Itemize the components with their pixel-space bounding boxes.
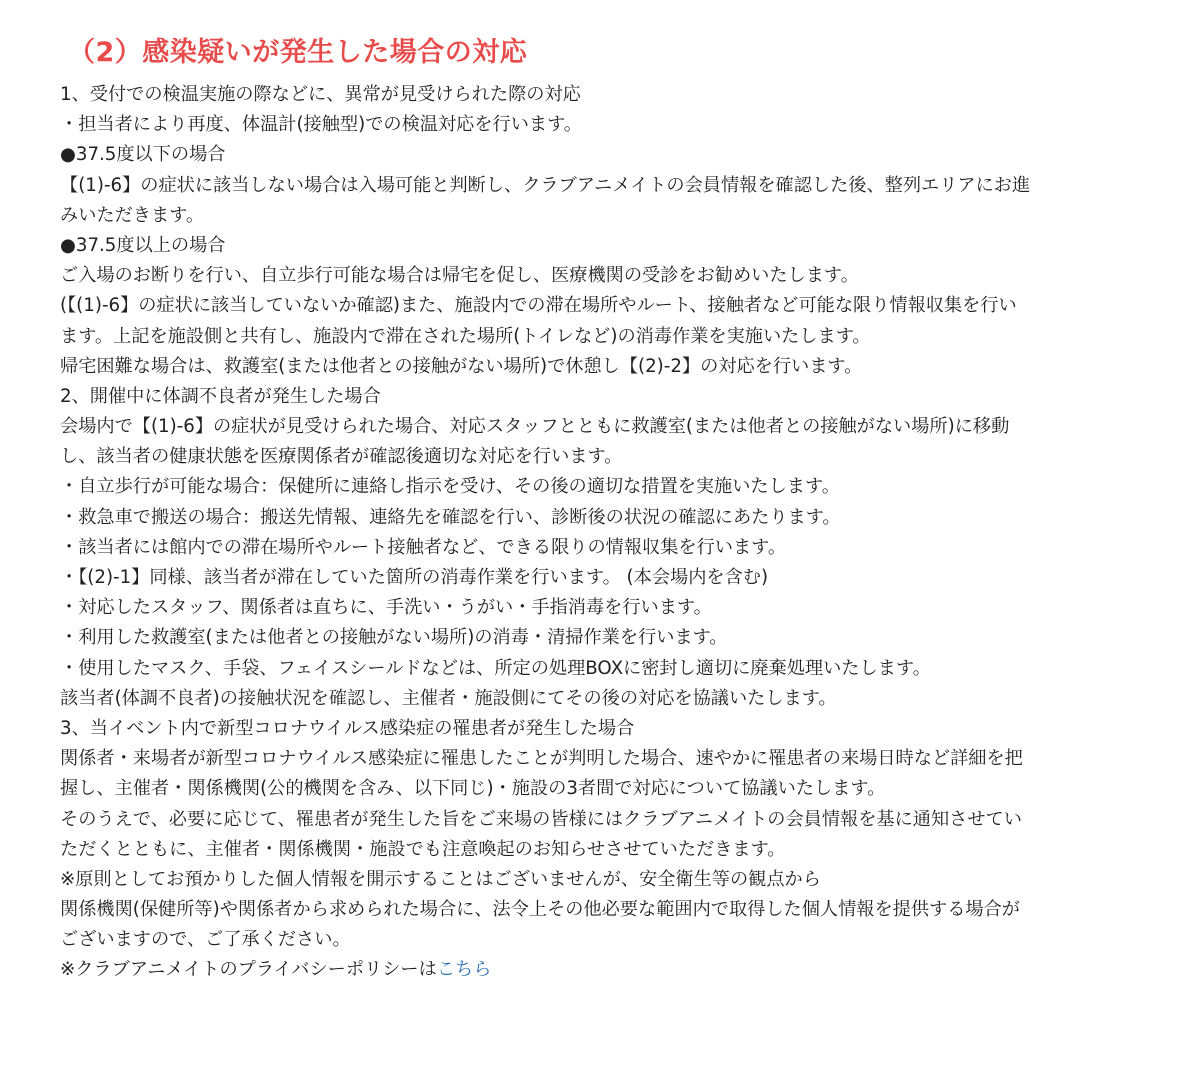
text-line: ございますので、ご了承ください。	[60, 929, 351, 951]
text-line: ※原則としてお預かりした個人情報を開示することはございませんが、安全衛生等の観点から	[60, 868, 821, 890]
text-line: ます。上記を施設側と共有し、施設内で滞在された場所(トイレなど)の消毒作業を実施いたします。	[60, 325, 871, 347]
text-line: 会場内で【(1)-6】の症状が見受けられた場合、対応スタッフとともに救護室(または他者との接触がない場所)に移動	[60, 416, 1010, 438]
text-line: 帰宅困難な場合は、救護室(または他者との接触がない場所)で休憩し【(2)-2】の対応を行います。	[60, 355, 863, 377]
text-line: 該当者(体調不良者)の接触状況を確認し、主催者・施設側にてその後の対応を協議いたします。	[60, 687, 837, 709]
text-line: 2、開催中に体調不良者が発生した場合	[60, 385, 381, 407]
text-line: 【(1)-6】の症状に該当しない場合は入場可能と判断し、クラブアニメイトの会員情報を確認した後、整列エリアにお進	[60, 174, 1031, 196]
privacy-prefix: ※クラブアニメイトのプライバシーポリシーは	[60, 959, 437, 981]
section-heading: （2）感染疑いが発生した場合の対応	[68, 37, 528, 68]
document-section	[60, 34, 1165, 986]
text-line: ご入場のお断りを行い、自立歩行可能な場合は帰宅を促し、医療機関の受診をお勧めいたします。	[60, 265, 859, 287]
text-line: 関係機関(保健所等)や関係者から求められた場合に、法令上その他必要な範囲内で取得した個人情報を提供する場合が	[60, 899, 1020, 921]
text-line: ・対応したスタッフ、関係者は直ちに、手洗い・うがい・手指消毒を行います。	[60, 597, 712, 619]
text-line: みいただきます。	[60, 204, 205, 226]
text-line: ・担当者により再度、体温計(接触型)での検温対応を行います。	[60, 114, 582, 136]
text-line: ●37.5度以上の場合	[60, 234, 226, 256]
text-line: し、該当者の健康状態を医療関係者が確認後適切な対応を行います。	[60, 446, 623, 468]
text-line: そのうえで、必要に応じて、罹患者が発生した旨をご来場の皆様にはクラブアニメイトの会員情報を基に通知させてい	[60, 808, 1022, 830]
text-line: 関係者・来場者が新型コロナウイルス感染症に罹患したことが判明した場合、速やかに罹患者の来場日時など詳細を把	[60, 748, 1023, 770]
text-line: ・該当者には館内での滞在場所やルート接触者など、できる限りの情報収集を行います。	[60, 536, 787, 558]
body-text	[60, 80, 1165, 986]
privacy-policy-link[interactable]: こちら	[436, 959, 492, 981]
text-line: 握し、主催者・関係機関(公的機関を含み、以下同じ)・施設の3者間で対応について協議いたします。	[60, 778, 886, 800]
text-line: ・使用したマスク、手袋、フェイスシールドなどは、所定の処理BOXに密封し適切に廃棄処理いたします。	[60, 657, 931, 679]
text-line: ・利用した救護室(または他者との接触がない場所)の消毒・清掃作業を行います。	[60, 627, 728, 649]
text-line: ・【(2)-1】同様、該当者が滞在していた箇所の消毒作業を行います。 (本会場内を含む)	[60, 567, 769, 588]
text-line: ・自立歩行が可能な場合：保健所に連絡し指示を受け、その後の適切な措置を実施いたします。	[60, 476, 840, 498]
text-line: (【(1)-6】の症状に該当していないか確認)また、施設内での滞在場所やルート、接触者など可能な限り情報収集を行い	[60, 295, 1017, 317]
text-line: 3、当イベント内で新型コロナウイルス感染症の罹患者が発生した場合	[60, 717, 635, 739]
text-line: ●37.5度以下の場合	[60, 144, 226, 166]
text-line: ただくとともに、主催者・関係機関・施設でも注意喚起のお知らせさせていただきます。	[60, 838, 786, 860]
text-line: ・救急車で搬送の場合：搬送先情報、連絡先を確認を行い、診断後の状況の確認にあたります。	[60, 506, 841, 528]
privacy-line	[60, 955, 1165, 985]
text-line: 1、受付での検温実施の際などに、異常が見受けられた際の対応	[60, 84, 581, 105]
